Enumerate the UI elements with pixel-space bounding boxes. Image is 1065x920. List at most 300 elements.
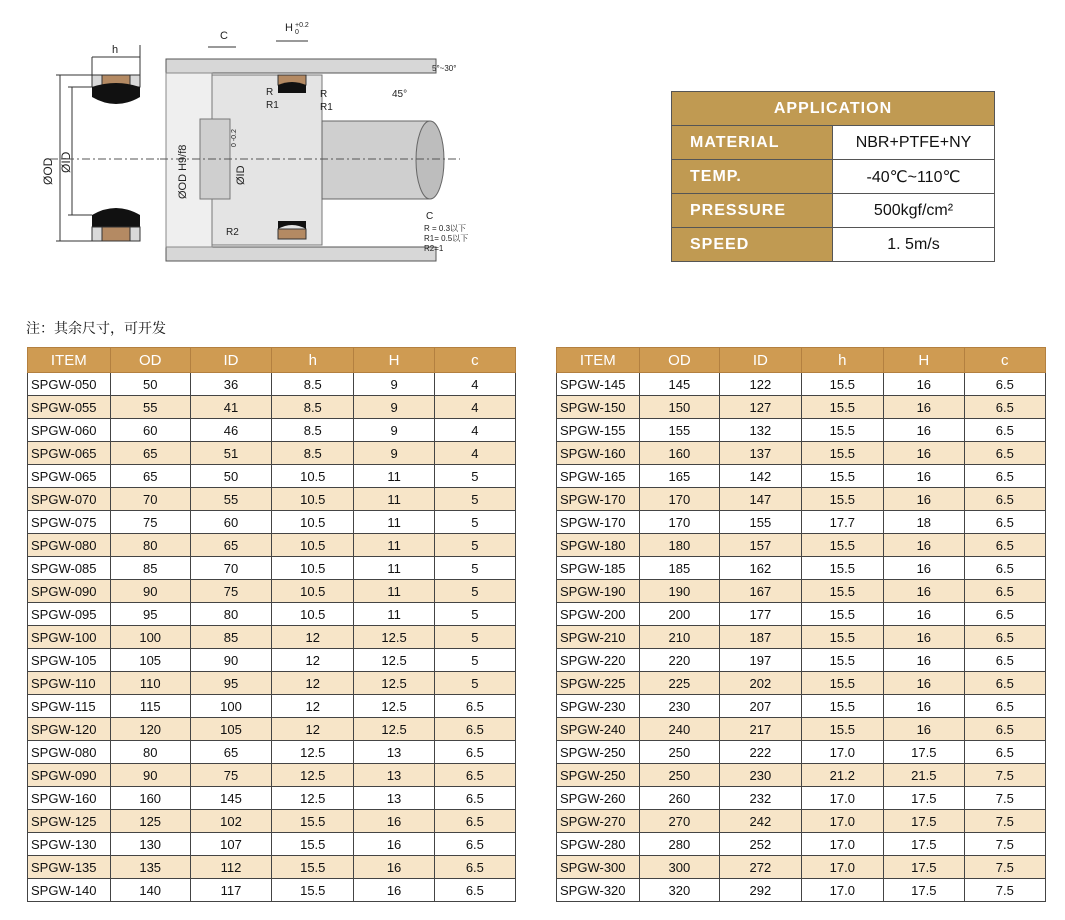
- cell-item: SPGW-250: [557, 764, 640, 787]
- cell-c: 6.5: [434, 787, 515, 810]
- angle-45-label: 45°: [392, 89, 408, 100]
- table-row: [28, 672, 516, 695]
- cell-h: 15.5: [801, 396, 883, 419]
- cell-h: 10.5: [272, 603, 354, 626]
- cell-id: 75: [190, 580, 271, 603]
- cell-c: 5: [434, 465, 515, 488]
- table-row: [557, 488, 1046, 511]
- cell-c: 4: [434, 373, 515, 396]
- assembly-section: [160, 22, 468, 261]
- r-label-left: R: [266, 87, 274, 98]
- cell-c: 7.5: [964, 764, 1045, 787]
- cell-h: 15.5: [801, 534, 883, 557]
- pressure-value: 500kgf/cm²: [833, 194, 995, 228]
- cell-od: 115: [110, 695, 190, 718]
- cell-H: 16: [884, 396, 964, 419]
- cell-c: 6.5: [964, 626, 1045, 649]
- cell-id: 202: [720, 672, 801, 695]
- cell-c: 7.5: [964, 856, 1045, 879]
- cell-h: 15.5: [801, 672, 883, 695]
- cell-item: SPGW-145: [557, 373, 640, 396]
- cell-od: 200: [639, 603, 719, 626]
- cell-od: 100: [110, 626, 190, 649]
- cell-od: 260: [639, 787, 719, 810]
- cell-h: 15.5: [801, 603, 883, 626]
- cell-id: 46: [190, 419, 271, 442]
- cell-H: 16: [884, 488, 964, 511]
- cell-od: 80: [110, 534, 190, 557]
- cell-item: SPGW-080: [28, 534, 111, 557]
- cell-h: 15.5: [801, 718, 883, 741]
- cell-H: 17.5: [884, 833, 964, 856]
- cell-item: SPGW-180: [557, 534, 640, 557]
- cell-c: 6.5: [964, 419, 1045, 442]
- cell-h: 21.2: [801, 764, 883, 787]
- table-row: [557, 833, 1046, 856]
- cell-c: 6.5: [964, 649, 1045, 672]
- cell-od: 140: [110, 879, 190, 902]
- cell-h: 12: [272, 672, 354, 695]
- cell-item: SPGW-090: [28, 764, 111, 787]
- cell-od: 170: [639, 511, 719, 534]
- cell-H: 16: [884, 534, 964, 557]
- cell-c: 6.5: [964, 557, 1045, 580]
- cell-H: 16: [354, 879, 434, 902]
- cell-od: 85: [110, 557, 190, 580]
- od-label: ØOD: [41, 157, 55, 185]
- temp-value: -40℃~110℃: [833, 160, 995, 194]
- cell-id: 65: [190, 534, 271, 557]
- table-row: [557, 396, 1046, 419]
- cell-od: 300: [639, 856, 719, 879]
- table-row: [557, 764, 1046, 787]
- cell-H: 16: [884, 626, 964, 649]
- id-tol-label: 0 -0.2: [231, 129, 238, 147]
- cell-od: 60: [110, 419, 190, 442]
- cell-od: 230: [639, 695, 719, 718]
- cell-id: 187: [720, 626, 801, 649]
- table-row: [557, 373, 1046, 396]
- cell-c: 6.5: [964, 488, 1045, 511]
- cell-H: 17.5: [884, 741, 964, 764]
- cell-id: 60: [190, 511, 271, 534]
- cell-od: 250: [639, 741, 719, 764]
- cell-id: 51: [190, 442, 271, 465]
- cell-H: 16: [884, 442, 964, 465]
- cell-od: 65: [110, 465, 190, 488]
- pressure-label: PRESSURE: [672, 194, 833, 228]
- cell-h: 12: [272, 695, 354, 718]
- cell-H: 17.5: [884, 810, 964, 833]
- cell-H: 9: [354, 396, 434, 419]
- col-header-od: OD: [639, 348, 719, 373]
- dim-H-label: H: [285, 22, 293, 34]
- table-row: [557, 419, 1046, 442]
- spec-table-right: [556, 347, 1046, 902]
- table-row: [557, 626, 1046, 649]
- cell-h: 12.5: [272, 787, 354, 810]
- cell-id: 41: [190, 396, 271, 419]
- cell-id: 70: [190, 557, 271, 580]
- cell-h: 17.0: [801, 810, 883, 833]
- cell-c: 6.5: [964, 442, 1045, 465]
- cell-H: 16: [884, 580, 964, 603]
- cell-od: 120: [110, 718, 190, 741]
- cell-h: 17.7: [801, 511, 883, 534]
- cell-id: 197: [720, 649, 801, 672]
- table-row: [28, 718, 516, 741]
- cell-item: SPGW-320: [557, 879, 640, 902]
- cell-c: 6.5: [964, 396, 1045, 419]
- cell-H: 16: [884, 373, 964, 396]
- cell-id: 102: [190, 810, 271, 833]
- cell-item: SPGW-225: [557, 672, 640, 695]
- table-row: [28, 580, 516, 603]
- col-header-h: h: [801, 348, 883, 373]
- cell-item: SPGW-260: [557, 787, 640, 810]
- table-row: [557, 649, 1046, 672]
- table-header-row: [28, 348, 516, 373]
- cell-item: SPGW-250: [557, 741, 640, 764]
- application-table: [671, 91, 995, 262]
- cell-item: SPGW-125: [28, 810, 111, 833]
- cell-c: 4: [434, 396, 515, 419]
- cell-H: 11: [354, 603, 434, 626]
- id-fit-label: ØID: [235, 165, 247, 185]
- cell-H: 11: [354, 580, 434, 603]
- col-header-H: H: [354, 348, 434, 373]
- cell-h: 15.5: [272, 879, 354, 902]
- cell-c: 6.5: [434, 810, 515, 833]
- cell-h: 10.5: [272, 580, 354, 603]
- cell-item: SPGW-170: [557, 488, 640, 511]
- cell-h: 17.0: [801, 787, 883, 810]
- cell-c: 7.5: [964, 787, 1045, 810]
- cell-id: 222: [720, 741, 801, 764]
- cell-h: 8.5: [272, 396, 354, 419]
- r-label-right: R: [320, 89, 328, 100]
- cell-od: 145: [639, 373, 719, 396]
- cell-H: 9: [354, 419, 434, 442]
- table-row: [557, 787, 1046, 810]
- dim-h-label: h: [112, 44, 119, 56]
- cell-item: SPGW-130: [28, 833, 111, 856]
- cell-h: 8.5: [272, 419, 354, 442]
- cell-h: 15.5: [801, 626, 883, 649]
- table-row: [557, 695, 1046, 718]
- cell-H: 17.5: [884, 879, 964, 902]
- cell-item: SPGW-160: [557, 442, 640, 465]
- table-row: [28, 856, 516, 879]
- table-row: [28, 626, 516, 649]
- cell-item: SPGW-075: [28, 511, 111, 534]
- table-row: [28, 649, 516, 672]
- cell-item: SPGW-270: [557, 810, 640, 833]
- cell-c: 6.5: [964, 741, 1045, 764]
- cell-od: 180: [639, 534, 719, 557]
- spec-table-left: [27, 347, 516, 902]
- cell-od: 170: [639, 488, 719, 511]
- cell-H: 16: [884, 557, 964, 580]
- table-row: [28, 833, 516, 856]
- cell-item: SPGW-050: [28, 373, 111, 396]
- table-row: [28, 810, 516, 833]
- cell-item: SPGW-160: [28, 787, 111, 810]
- cell-h: 12.5: [272, 764, 354, 787]
- dim-H-tol-upper: +0.2: [295, 22, 309, 29]
- cell-H: 13: [354, 741, 434, 764]
- cell-H: 16: [884, 718, 964, 741]
- col-header-item: ITEM: [557, 348, 640, 373]
- cell-c: 4: [434, 442, 515, 465]
- cell-H: 16: [884, 419, 964, 442]
- cell-H: 16: [884, 603, 964, 626]
- table-row: [28, 465, 516, 488]
- cell-item: SPGW-210: [557, 626, 640, 649]
- seal-cross-section: [41, 44, 160, 241]
- cell-item: SPGW-190: [557, 580, 640, 603]
- cell-od: 250: [639, 764, 719, 787]
- cell-c: 6.5: [964, 718, 1045, 741]
- cell-id: 207: [720, 695, 801, 718]
- cell-id: 75: [190, 764, 271, 787]
- cell-c: 4: [434, 419, 515, 442]
- cell-H: 12.5: [354, 672, 434, 695]
- cell-h: 12: [272, 649, 354, 672]
- table-row: [557, 718, 1046, 741]
- cell-id: 252: [720, 833, 801, 856]
- cell-item: SPGW-065: [28, 442, 111, 465]
- cell-item: SPGW-120: [28, 718, 111, 741]
- speed-label: SPEED: [672, 228, 833, 262]
- col-header-H: H: [884, 348, 964, 373]
- cell-H: 16: [884, 465, 964, 488]
- cell-item: SPGW-230: [557, 695, 640, 718]
- cell-od: 75: [110, 511, 190, 534]
- material-label: MATERIAL: [672, 126, 833, 160]
- cell-item: SPGW-240: [557, 718, 640, 741]
- table-row: [557, 603, 1046, 626]
- table-row: [557, 672, 1046, 695]
- cell-id: 157: [720, 534, 801, 557]
- id-label: ØID: [59, 151, 73, 173]
- cell-c: 7.5: [964, 810, 1045, 833]
- table-row: [28, 442, 516, 465]
- cell-item: SPGW-110: [28, 672, 111, 695]
- cell-H: 16: [884, 672, 964, 695]
- cell-od: 185: [639, 557, 719, 580]
- cell-item: SPGW-055: [28, 396, 111, 419]
- cell-c: 6.5: [964, 534, 1045, 557]
- cell-h: 10.5: [272, 557, 354, 580]
- cell-id: 137: [720, 442, 801, 465]
- cell-c: 6.5: [964, 672, 1045, 695]
- cell-id: 177: [720, 603, 801, 626]
- cell-od: 95: [110, 603, 190, 626]
- cell-H: 11: [354, 488, 434, 511]
- cell-h: 17.0: [801, 856, 883, 879]
- cell-h: 15.5: [801, 649, 883, 672]
- cell-h: 8.5: [272, 442, 354, 465]
- table-row: [28, 373, 516, 396]
- cell-c: 5: [434, 534, 515, 557]
- speed-value: 1. 5m/s: [833, 228, 995, 262]
- cell-id: 100: [190, 695, 271, 718]
- cell-od: 130: [110, 833, 190, 856]
- cell-c: 6.5: [434, 833, 515, 856]
- cell-item: SPGW-105: [28, 649, 111, 672]
- cell-h: 10.5: [272, 488, 354, 511]
- cell-id: 105: [190, 718, 271, 741]
- cell-H: 16: [354, 810, 434, 833]
- cell-H: 11: [354, 511, 434, 534]
- cell-id: 145: [190, 787, 271, 810]
- col-header-od: OD: [110, 348, 190, 373]
- cell-h: 17.0: [801, 833, 883, 856]
- table-row: [28, 787, 516, 810]
- cell-h: 10.5: [272, 534, 354, 557]
- cell-id: 122: [720, 373, 801, 396]
- cell-h: 15.5: [801, 557, 883, 580]
- cell-id: 50: [190, 465, 271, 488]
- cell-item: SPGW-170: [557, 511, 640, 534]
- table-row: [28, 419, 516, 442]
- table-header-row: [557, 348, 1046, 373]
- table-row: [28, 764, 516, 787]
- cell-h: 15.5: [801, 419, 883, 442]
- col-header-id: ID: [190, 348, 271, 373]
- cell-item: SPGW-065: [28, 465, 111, 488]
- cell-od: 55: [110, 396, 190, 419]
- cell-item: SPGW-135: [28, 856, 111, 879]
- cell-od: 280: [639, 833, 719, 856]
- cell-h: 15.5: [801, 465, 883, 488]
- cell-H: 18: [884, 511, 964, 534]
- table-row: [557, 465, 1046, 488]
- cell-item: SPGW-220: [557, 649, 640, 672]
- cell-od: 50: [110, 373, 190, 396]
- cell-H: 11: [354, 534, 434, 557]
- cell-item: SPGW-095: [28, 603, 111, 626]
- cell-H: 16: [354, 833, 434, 856]
- cell-H: 9: [354, 442, 434, 465]
- application-title: APPLICATION: [672, 92, 995, 126]
- cell-item: SPGW-090: [28, 580, 111, 603]
- cell-h: 15.5: [272, 833, 354, 856]
- cell-h: 8.5: [272, 373, 354, 396]
- cell-od: 220: [639, 649, 719, 672]
- cell-c: 6.5: [964, 465, 1045, 488]
- cell-c: 6.5: [964, 603, 1045, 626]
- cell-item: SPGW-100: [28, 626, 111, 649]
- col-header-item: ITEM: [28, 348, 111, 373]
- cell-item: SPGW-150: [557, 396, 640, 419]
- table-row: [557, 879, 1046, 902]
- table-row: [28, 557, 516, 580]
- cell-id: 95: [190, 672, 271, 695]
- dim-c-label: C: [220, 30, 228, 42]
- cell-h: 10.5: [272, 465, 354, 488]
- cell-id: 162: [720, 557, 801, 580]
- cell-id: 132: [720, 419, 801, 442]
- cell-od: 190: [639, 580, 719, 603]
- cell-item: SPGW-070: [28, 488, 111, 511]
- cell-H: 11: [354, 557, 434, 580]
- cell-H: 12.5: [354, 718, 434, 741]
- cell-H: 21.5: [884, 764, 964, 787]
- cell-item: SPGW-155: [557, 419, 640, 442]
- cell-c: 5: [434, 557, 515, 580]
- cell-c: 6.5: [434, 856, 515, 879]
- cell-c: 6.5: [964, 580, 1045, 603]
- od-fit-label: ØOD H9/f8: [177, 144, 189, 199]
- r2-label: R2: [226, 227, 239, 238]
- cell-od: 320: [639, 879, 719, 902]
- cell-od: 160: [110, 787, 190, 810]
- temp-label: TEMP.: [672, 160, 833, 194]
- cell-id: 217: [720, 718, 801, 741]
- cell-h: 15.5: [801, 580, 883, 603]
- cell-h: 10.5: [272, 511, 354, 534]
- cell-item: SPGW-300: [557, 856, 640, 879]
- col-header-c: c: [964, 348, 1045, 373]
- cell-id: 85: [190, 626, 271, 649]
- table-row: [28, 396, 516, 419]
- cell-H: 16: [354, 856, 434, 879]
- angle-5-30-label: 5°~30°: [432, 64, 457, 73]
- cell-c: 5: [434, 603, 515, 626]
- cell-od: 240: [639, 718, 719, 741]
- cell-c: 7.5: [964, 879, 1045, 902]
- cell-od: 210: [639, 626, 719, 649]
- table-row: [557, 580, 1046, 603]
- cell-item: SPGW-280: [557, 833, 640, 856]
- cell-h: 15.5: [801, 373, 883, 396]
- cell-od: 160: [639, 442, 719, 465]
- cell-c: 5: [434, 580, 515, 603]
- note-text: 注：其余尺寸，可开发: [26, 321, 166, 337]
- cell-h: 17.0: [801, 741, 883, 764]
- cell-h: 15.5: [272, 856, 354, 879]
- table-row: [28, 879, 516, 902]
- cell-h: 12: [272, 718, 354, 741]
- cell-c: 6.5: [434, 764, 515, 787]
- cell-od: 155: [639, 419, 719, 442]
- cell-id: 80: [190, 603, 271, 626]
- cell-c: 6.5: [964, 695, 1045, 718]
- cell-c: 7.5: [964, 833, 1045, 856]
- note-r2: R2=1: [424, 244, 444, 253]
- cell-H: 12.5: [354, 649, 434, 672]
- cell-c: 6.5: [434, 718, 515, 741]
- cell-H: 13: [354, 764, 434, 787]
- cell-H: 9: [354, 373, 434, 396]
- cell-c: 5: [434, 672, 515, 695]
- cell-H: 16: [884, 695, 964, 718]
- cell-H: 13: [354, 787, 434, 810]
- cell-od: 65: [110, 442, 190, 465]
- cell-item: SPGW-080: [28, 741, 111, 764]
- cell-id: 167: [720, 580, 801, 603]
- cell-h: 15.5: [801, 442, 883, 465]
- cell-item: SPGW-060: [28, 419, 111, 442]
- cell-od: 150: [639, 396, 719, 419]
- table-row: [28, 534, 516, 557]
- table-row: [28, 695, 516, 718]
- cell-id: 90: [190, 649, 271, 672]
- cell-h: 12: [272, 626, 354, 649]
- table-row: [557, 810, 1046, 833]
